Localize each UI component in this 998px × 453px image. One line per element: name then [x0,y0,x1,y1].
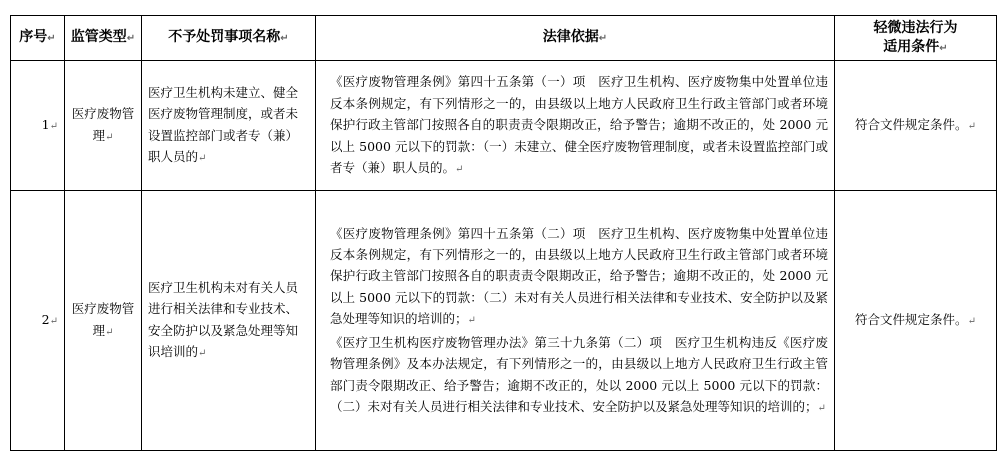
exempt-item-name: 医疗卫生机构未建立、健全医疗废物管理制度，或者未设置监控部门或者专（兼）职人员的↵ [142,61,316,191]
applicable-condition: 符合文件规定条件。↵ [835,61,997,191]
exempt-item-name: 医疗卫生机构未对有关人员进行相关法律和专业技术、安全防护以及紧急处理等知识培训的↵ [142,191,316,451]
table-row [11,191,997,451]
row-number: 1↵ [11,61,65,191]
table-header-row [11,16,997,61]
supervision-type: 医疗废物管理↵ [65,191,142,451]
supervision-type: 医疗废物管理↵ [65,61,142,191]
legal-basis: 《医疗废物管理条例》第四十五条第（一）项 医疗卫生机构、医疗废物集中处置单位违反本条例规定，有下列情形之一的，由县级以上地方人民政府卫生行政主管部门或者环境保护行政主管部门按照各自的职责责令限期改正，给予警告；逾期不改正的，处 2000 元以上 5000 元以下的罚款：（一）未建立、健全医疗废物管理制度，或者未设置监控部门或者专（兼）职人员的。↵ [316,61,835,191]
applicable-condition: 符合文件规定条件。↵ [835,191,997,451]
header-condition: 轻微违法行为 适用条件↵ [835,16,997,61]
legal-basis: 《医疗废物管理条例》第四十五条第（二）项 医疗卫生机构、医疗废物集中处置单位违反本条例规定，有下列情形之一的，由县级以上地方人民政府卫生行政主管部门或者环境保护行政主管部门按照各自的职责责令限期改正，给予警告；逾期不改正的，处 2000 元以上 5000 元以下的罚款：（二）未对有关人员进行相关法律和专业技术、安全防护以及紧急处理等知识的培训的；↵ 《医疗卫生机构医疗废物管理办法》第三十九条第（二）项 医疗卫生机构违反《医疗废物管理条例》及本办法规定，有下列情形之一的，由县级以上地方人民政府卫生行政主管部门责令限期改正、给予警告；逾期不改正的，处以 2000 元以上 5000 元以下的罚款：（二）未对有关人员进行相关法律和专业技术、安全防护以及紧急处理等知识的培训的；↵ [316,191,835,451]
row-number: 2↵ [11,191,65,451]
header-type: 监管类型↵ [65,16,142,61]
table-row [11,61,997,191]
header-basis: 法律依据↵ [316,16,835,61]
header-num: 序号↵ [11,16,65,61]
header-item: 不予处罚事项名称↵ [142,16,316,61]
penalty-exemption-table [10,15,997,451]
